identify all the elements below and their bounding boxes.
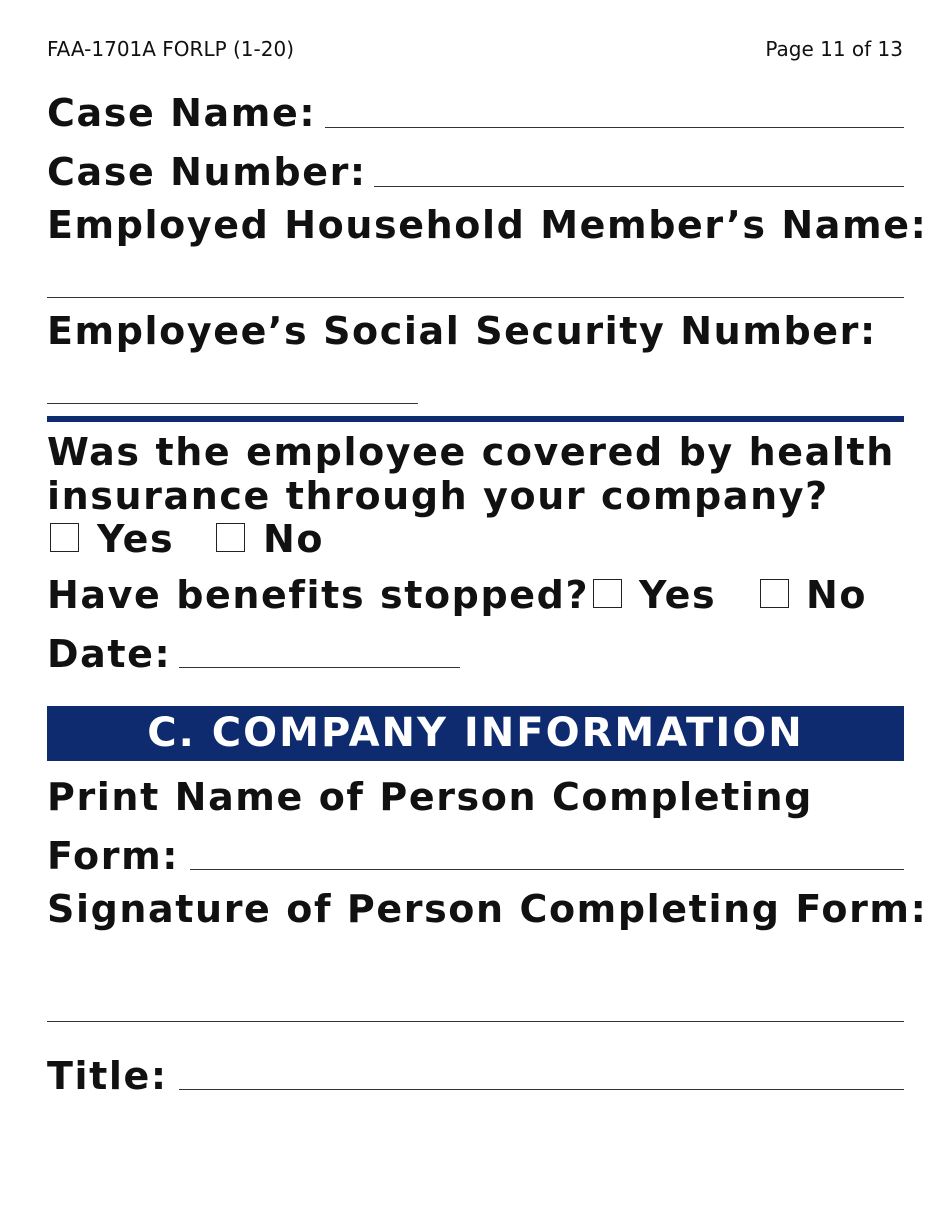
date-label: Date:: [47, 632, 172, 676]
health-insurance-yes-checkbox[interactable]: [50, 523, 79, 552]
print-name-label-line2: Form:: [47, 834, 180, 878]
section-title: C. COMPANY INFORMATION: [147, 710, 804, 756]
form-id: FAA-1701A FORLP (1-20): [47, 37, 295, 61]
case-number-field[interactable]: [374, 186, 904, 187]
title-field[interactable]: [179, 1089, 904, 1090]
benefits-stopped-no-label: No: [806, 573, 868, 617]
title-label: Title:: [47, 1054, 168, 1098]
benefits-stopped-question: Have benefits stopped?: [47, 573, 590, 617]
health-insurance-question-line1: Was the employee covered by health: [47, 430, 895, 474]
benefits-stopped-yes-checkbox[interactable]: [593, 579, 622, 608]
benefits-stopped-yes-label: Yes: [639, 573, 717, 617]
health-insurance-question-line2: insurance through your company?: [47, 474, 829, 518]
signature-field[interactable]: [47, 1021, 904, 1022]
benefits-stopped-no-checkbox[interactable]: [760, 579, 789, 608]
case-name-label: Case Name:: [47, 91, 317, 135]
print-name-label-line1: Print Name of Person Completing: [47, 775, 813, 819]
section-banner: [47, 706, 904, 761]
date-field[interactable]: [179, 667, 460, 668]
employed-member-field[interactable]: [47, 297, 904, 298]
health-insurance-yes-label: Yes: [97, 517, 175, 561]
ssn-field[interactable]: [47, 403, 418, 404]
health-insurance-no-checkbox[interactable]: [216, 523, 245, 552]
case-number-label: Case Number:: [47, 150, 367, 194]
ssn-label: Employee’s Social Security Number:: [47, 309, 877, 353]
case-name-field[interactable]: [325, 127, 904, 128]
section-divider: [47, 416, 904, 422]
signature-label: Signature of Person Completing Form:: [47, 887, 928, 931]
page-number: Page 11 of 13: [765, 37, 903, 61]
print-name-field[interactable]: [190, 869, 904, 870]
health-insurance-no-label: No: [263, 517, 325, 561]
employed-member-label: Employed Household Member’s Name:: [47, 203, 928, 247]
